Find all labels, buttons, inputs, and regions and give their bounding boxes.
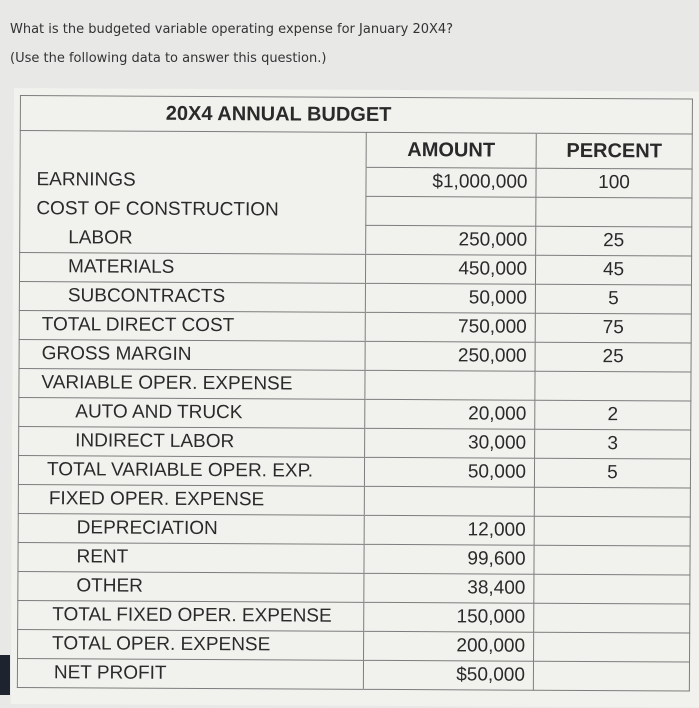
row-label: TOTAL DIRECT COST [19,311,365,342]
row-amount [364,486,534,516]
row-percent [534,603,690,633]
row-percent [534,516,690,546]
row-amount: 200,000 [364,631,534,661]
row-label: TOTAL OPER. EXPENSE [18,630,364,661]
row-percent: 5 [535,284,691,314]
row-label: INDIRECT LABOR [19,427,365,458]
row-amount: 250,000 [366,225,536,255]
header-amount: AMOUNT [366,132,536,168]
row-amount: 99,600 [364,544,534,574]
table-row [19,398,691,431]
question-text: What is the budgeted variable operating expense for January 20X4? [10,22,454,37]
table-row [18,543,690,576]
edge-shadow [0,655,10,695]
row-percent: 5 [534,458,690,488]
table-row [19,282,691,315]
row-percent: 2 [535,400,691,430]
header-percent: PERCENT [536,133,692,169]
table-row [20,224,692,257]
row-percent [534,632,690,662]
table-row [20,195,692,228]
row-amount: 150,000 [364,602,534,632]
budget-table [17,95,693,692]
budget-sheet [11,88,699,708]
row-label: NET PROFIT [17,659,363,690]
row-percent [534,487,690,517]
row-label: TOTAL FIXED OPER. EXPENSE [18,601,364,632]
table-row [18,601,690,634]
row-amount: 20,000 [365,399,535,429]
row-label: FIXED OPER. EXPENSE [18,485,364,516]
row-label: GROSS MARGIN [19,340,365,371]
table-row [18,630,690,663]
row-percent: 25 [536,226,692,256]
row-amount: 50,000 [364,457,534,487]
row-percent [535,371,691,401]
instruction-note: (Use the following data to answer this question.) [10,51,327,66]
row-amount: $1,000,000 [366,167,536,197]
table-row [18,485,690,518]
row-percent [534,545,690,575]
table-row [18,456,690,489]
row-percent [534,574,690,604]
row-amount: 250,000 [365,341,535,371]
row-label: VARIABLE OPER. EXPENSE [19,369,365,400]
table-row [19,427,691,460]
table-row [18,514,690,547]
table-row [19,311,691,344]
row-amount: 50,000 [365,283,535,313]
row-amount [365,370,535,400]
row-percent: 3 [535,429,691,459]
row-percent: 75 [535,313,691,343]
row-percent: 100 [536,168,692,198]
row-percent: 45 [535,255,691,285]
row-label: EARNINGS [20,166,366,197]
row-label: COST OF CONSTRUCTION [20,195,366,226]
table-row [20,166,692,199]
row-amount [366,196,536,226]
table-row [19,369,691,402]
table-row [19,253,691,286]
title-spacer [536,98,692,134]
table-title-row [20,96,692,135]
table-row [19,340,691,373]
table-row [17,659,689,692]
header-blank [20,131,366,168]
row-label: DEPRECIATION [18,514,364,545]
row-percent: 25 [535,342,691,372]
row-amount: 12,000 [364,515,534,545]
row-amount: 38,400 [364,573,534,603]
row-label: SUBCONTRACTS [19,282,365,313]
table-row [18,572,690,605]
row-label: OTHER [18,572,364,603]
row-label: TOTAL VARIABLE OPER. EXP. [18,456,364,487]
row-label: LABOR [20,224,366,255]
row-label: RENT [18,543,364,574]
table-header-row [20,131,692,170]
row-amount: 450,000 [365,254,535,284]
row-amount: 30,000 [365,428,535,458]
row-percent [533,661,689,691]
row-amount: 750,000 [365,312,535,342]
row-amount: $50,000 [363,660,533,690]
row-label: MATERIALS [19,253,365,284]
table-title: 20X4 ANNUAL BUDGET [20,96,536,134]
row-percent [536,197,692,227]
row-label: AUTO AND TRUCK [19,398,365,429]
